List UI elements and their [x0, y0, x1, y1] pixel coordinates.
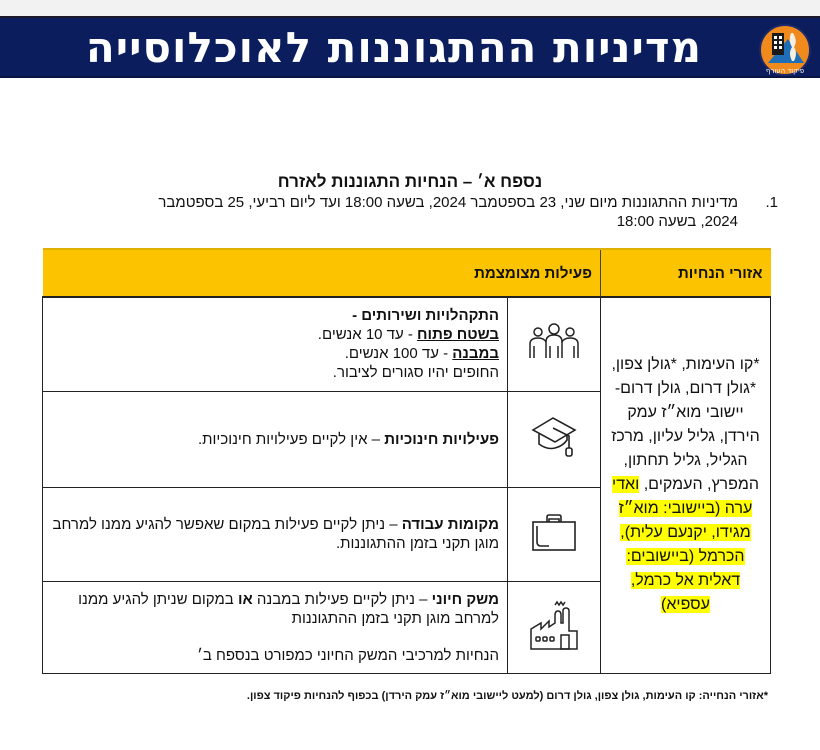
footnote: *אזורי הנחייה: קו העימות, גולן צפון, גולן דרום (למעט ליישובי מוא״ז עמק הירדן) בכפוף להנחיות פיקוד צפון. — [246, 690, 768, 702]
indoor-label: במבנה — [452, 345, 499, 363]
annex-title: נספח א׳ – הנחיות התגוננות לאזרח — [277, 172, 543, 191]
title-banner — [0, 16, 820, 78]
essential-economy-title: משק חיוני — [431, 590, 499, 608]
beaches-closed: החופים יהיו סגורים לציבור. — [332, 364, 499, 382]
open-area-limit: - עד 10 אנשים. — [317, 326, 418, 344]
table-row — [43, 297, 771, 391]
table-header-row — [43, 249, 771, 297]
gatherings-desc — [43, 297, 508, 391]
zones-plain-text: *קו העימות, *גולן צפון, *גולן דרום, גולן דרום- יישובי מוא״ז עמק הירדן, גליל עליון, מרכז הגליל, גליל תחתון, המפרץ, העמקים, — [611, 356, 760, 494]
home-front-command-logo-icon — [758, 23, 812, 77]
workplaces-title: מקומות עבודה — [401, 516, 499, 533]
gatherings-title: התקהלויות ושירותים - — [352, 307, 499, 325]
open-area-label: בשטח פתוח — [417, 326, 499, 344]
workplaces-desc — [43, 487, 508, 581]
essential-economy-note: הנחיות למרכיבי המשק החיוני כמפורט בנספח ב׳ — [197, 646, 499, 664]
indoor-limit: - עד 100 אנשים. — [344, 345, 453, 363]
essential-text-or: או — [237, 590, 253, 608]
factory-icon — [508, 581, 601, 673]
zones-cell — [601, 297, 771, 673]
essential-text-b: במקום שניתן להגיע ממנו למרחב מוגן תקני בזמן ההתגוננות — [78, 590, 499, 627]
item-text-line2: 2024, בשעה 18:00 — [616, 213, 738, 230]
essential-economy-desc — [43, 581, 508, 673]
education-desc — [43, 391, 508, 487]
top-strip — [0, 0, 820, 16]
item-number: 1. — [765, 194, 778, 211]
zones-highlight-carmel: הכרמל (ביישובים: דאלית אל כרמל, עספיא) — [626, 548, 745, 614]
header-zones: אזורי הנחיות — [601, 249, 771, 297]
briefcase-icon — [508, 487, 601, 581]
graduation-cap-icon — [508, 391, 601, 487]
zones-highlight-wadi-ara: ואדי ערה (ביישובי: מוא״ז מגידו, יקנעם עלית), — [612, 476, 753, 542]
education-title: פעילויות חינוכיות — [384, 430, 499, 448]
workplaces-text: – ניתן לקיים פעילות במקום שאפשר להגיע ממנו למרחב מוגן תקני בזמן ההתגוננות. — [52, 516, 499, 552]
item-text-line1: מדיניות ההתגוננות מיום שני, 23 בספטמבר 2024, בשעה 18:00 ועד ליום רביעי, 25 בספטמבר — [158, 194, 738, 211]
policy-item-1 — [48, 193, 778, 231]
essential-text-a: – ניתן לקיים פעילות במבנה — [252, 590, 432, 608]
people-group-icon — [508, 297, 601, 391]
guidelines-table — [42, 248, 771, 674]
page-title: מדיניות ההתגוננות לאוכלוסייה — [85, 23, 702, 72]
svg-text:פיקוד העורף: פיקוד העורף — [765, 67, 805, 75]
header-activity: פעילות מצומצמת — [43, 249, 601, 297]
education-text: – אין לקיים פעילויות חינוכיות. — [198, 430, 385, 448]
